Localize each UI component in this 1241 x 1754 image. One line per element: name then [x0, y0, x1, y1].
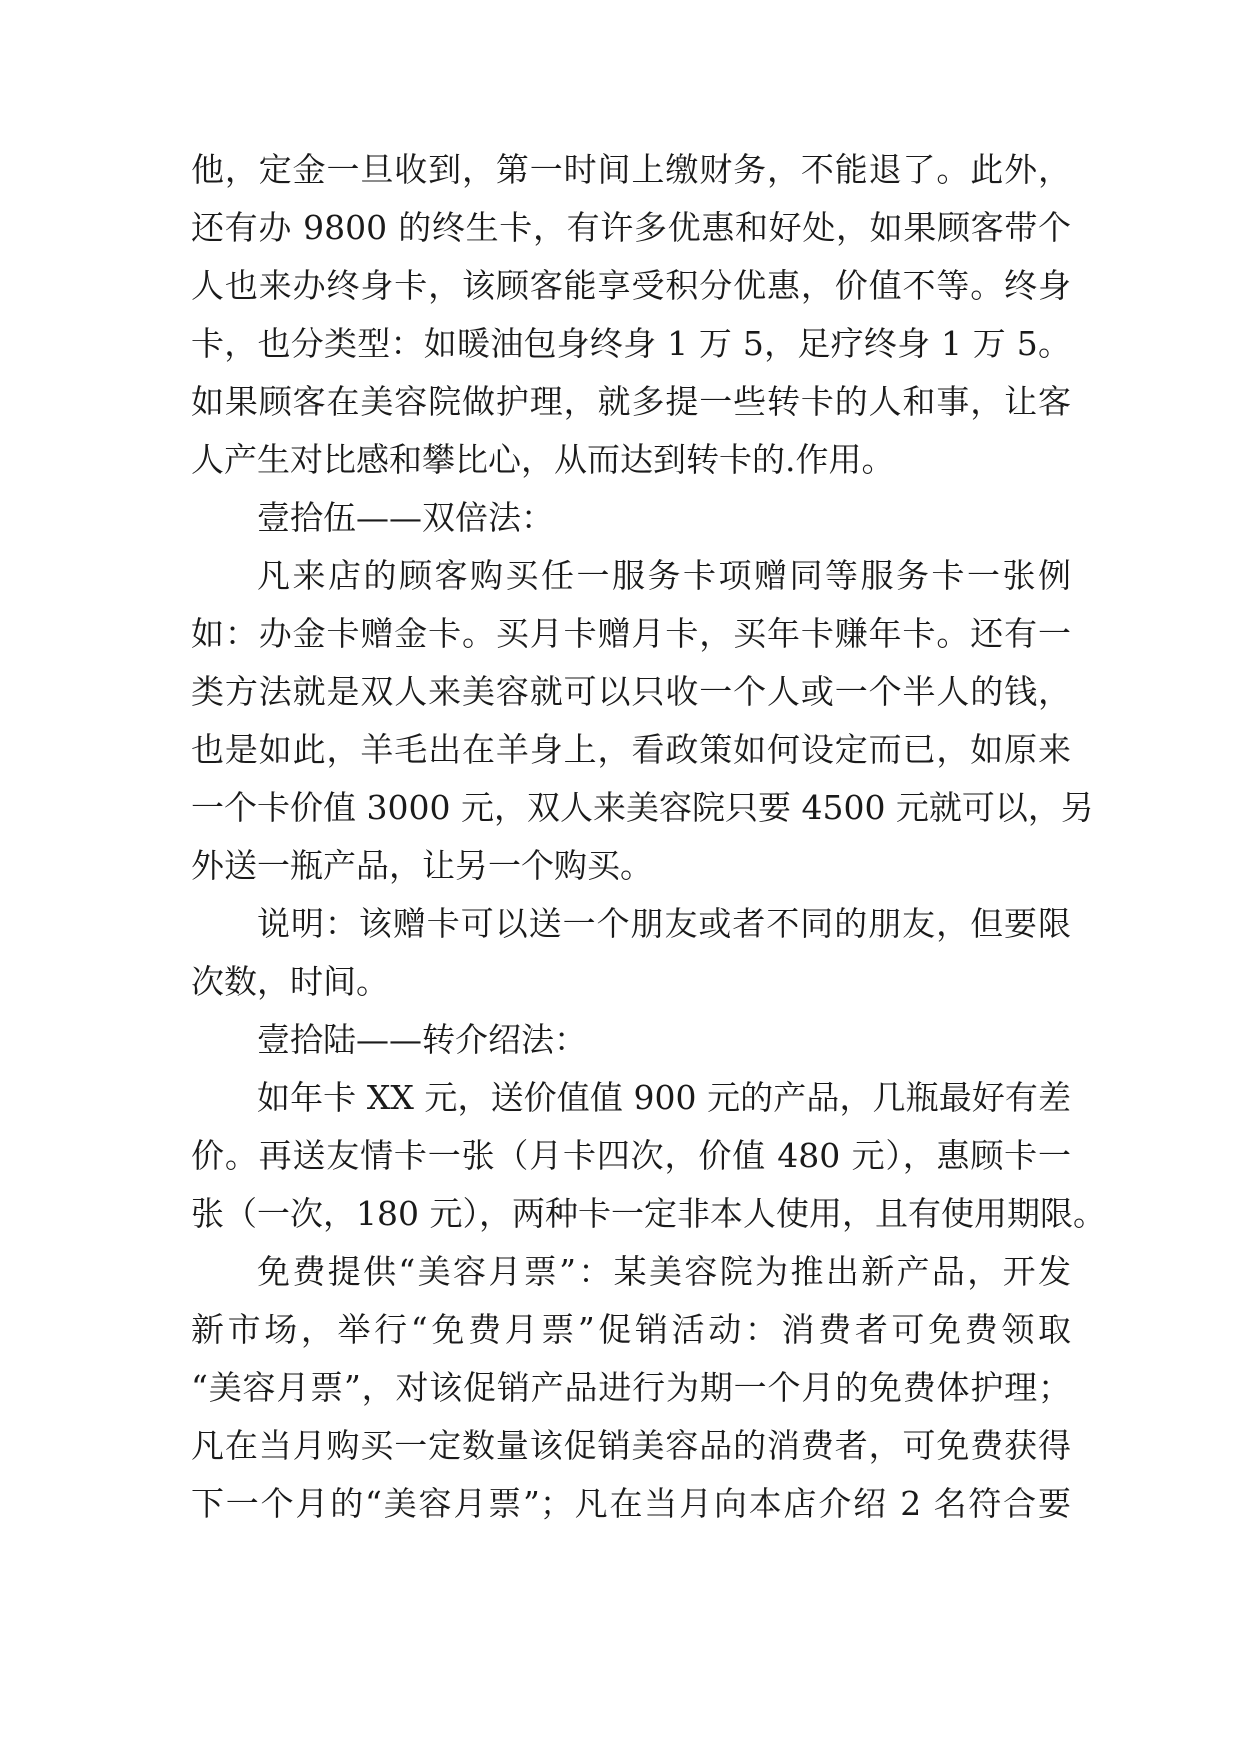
text-line: 说明：该赠卡可以送一个朋友或者不同的朋友，但要限 — [257, 904, 1071, 943]
text-line: 他，定金一旦收到，第一时间上缴财务，不能退了。此外， — [191, 150, 1071, 189]
text-line: 新市场，举行“免费月票”促销活动：消费者可免费领取 — [191, 1310, 1071, 1349]
text-line: 外送一瓶产品，让另一个购买。 — [191, 846, 653, 885]
text-line: 如：办金卡赠金卡。买月卡赠月卡，买年卡赚年卡。还有一 — [191, 614, 1071, 653]
text-line: 价。再送友情卡一张（月卡四次，价值 480 元），惠顾卡一 — [191, 1136, 1071, 1175]
section-heading: 壹拾陆——转介绍法： — [257, 1020, 587, 1059]
text-line: 类方法就是双人来美容就可以只收一个人或一个半人的钱， — [191, 672, 1071, 711]
text-line: 还有办 9800 的终生卡，有许多优惠和好处，如果顾客带个 — [191, 208, 1071, 247]
text-line: 张（一次，180 元），两种卡一定非本人使用，且有使用期限。 — [191, 1194, 1106, 1233]
text-line: 凡来店的顾客购买任一服务卡项赠同等服务卡一张例 — [257, 556, 1071, 595]
text-line: 如年卡 XX 元，送价值值 900 元的产品，几瓶最好有差 — [257, 1078, 1071, 1117]
text-line: 人产生对比感和攀比心，从而达到转卡的.作用。 — [191, 440, 895, 479]
text-line: 下一个月的“美容月票”；凡在当月向本店介绍 2 名符合要 — [191, 1484, 1071, 1523]
text-line: 也是如此，羊毛出在羊身上，看政策如何设定而已，如原来 — [191, 730, 1071, 769]
text-line: 次数，时间。 — [191, 962, 389, 1001]
text-line: 免费提供“美容月票”：某美容院为推出新产品，开发 — [257, 1252, 1071, 1291]
text-line: “美容月票”，对该促销产品进行为期一个月的免费体护理； — [191, 1368, 1071, 1407]
text-line: 如果顾客在美容院做护理，就多提一些转卡的人和事，让客 — [191, 382, 1071, 421]
text-line: 一个卡价值 3000 元，双人来美容院只要 4500 元就可以，另 — [191, 788, 1094, 827]
text-line: 卡，也分类型：如暖油包身终身 1 万 5，足疗终身 1 万 5。 — [191, 324, 1071, 363]
text-line: 人也来办终身卡，该顾客能享受积分优惠，价值不等。终身 — [191, 266, 1071, 305]
section-heading: 壹拾伍——双倍法： — [257, 498, 554, 537]
text-line: 凡在当月购买一定数量该促销美容品的消费者，可免费获得 — [191, 1426, 1071, 1465]
